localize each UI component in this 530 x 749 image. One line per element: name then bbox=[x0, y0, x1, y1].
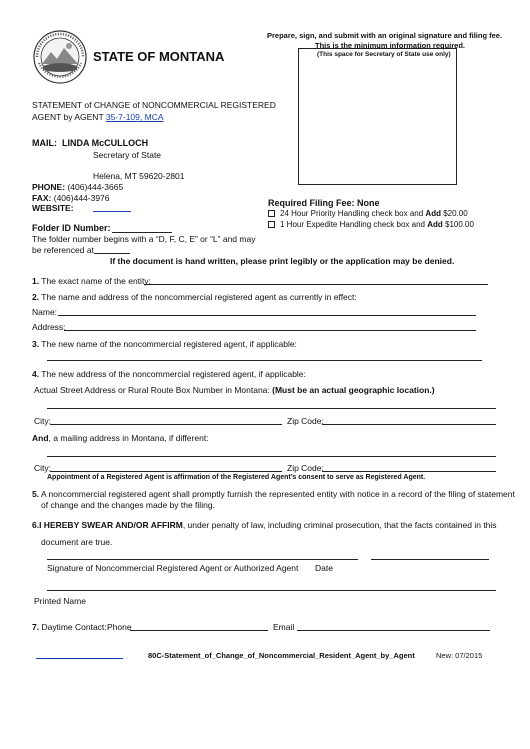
mailing-city-label: City: bbox=[34, 463, 51, 473]
item-4-text: The new address of the noncommercial registered agent, if applicable: bbox=[39, 369, 306, 379]
printed-name-label: Printed Name bbox=[34, 596, 86, 606]
fax-row bbox=[32, 193, 110, 203]
item-7-label bbox=[32, 622, 107, 632]
fax-value: (406)444-3976 bbox=[53, 193, 110, 203]
folder-note-line-2: be referenced at bbox=[32, 245, 94, 255]
item-5-line-2: of change and the changes made by the filing. bbox=[41, 500, 215, 510]
mail-city-line: Helena, MT 59620-2801 bbox=[93, 171, 185, 181]
zip-input[interactable] bbox=[322, 424, 496, 425]
fax-label: FAX: bbox=[32, 193, 52, 203]
current-name-label: Name: bbox=[32, 307, 58, 317]
fee-option-1-amount: $20.00 bbox=[440, 209, 468, 218]
website-label: WEBSITE: bbox=[32, 203, 74, 213]
fee-option-1-add: Add bbox=[425, 209, 441, 218]
folder-reference-blank bbox=[94, 253, 130, 254]
signature-input[interactable] bbox=[47, 559, 358, 560]
mailing-address-label bbox=[32, 433, 209, 443]
item-3-text: The new name of the noncommercial registered agent, if applicable: bbox=[39, 339, 297, 349]
expedite-checkbox[interactable] bbox=[268, 221, 275, 228]
item-5-line-1 bbox=[32, 489, 515, 499]
fee-option-2-text: 1 Hour Expedite Handling check box and bbox=[280, 220, 428, 229]
fee-option-1-hour[interactable] bbox=[268, 220, 474, 229]
form-revision: New: 07/2015 bbox=[436, 651, 483, 660]
item-2-label bbox=[32, 292, 357, 302]
mailing-city-input[interactable] bbox=[50, 471, 282, 472]
fee-option-24-hour[interactable] bbox=[268, 209, 468, 218]
mailing-address-input[interactable] bbox=[47, 456, 496, 457]
item-1-label bbox=[32, 276, 151, 286]
filing-fee-title: Required Filing Fee: None bbox=[268, 198, 380, 208]
folder-id-input[interactable] bbox=[112, 232, 172, 233]
mailing-zip-input[interactable] bbox=[322, 471, 496, 472]
statement-prefix: AGENT by AGENT bbox=[32, 112, 106, 122]
item-4-number: 4. bbox=[32, 369, 40, 379]
item-5-number: 5. bbox=[32, 489, 40, 499]
fee-option-2-add: Add bbox=[427, 220, 443, 229]
current-agent-address-input[interactable] bbox=[64, 330, 476, 331]
current-agent-name-input[interactable] bbox=[58, 315, 476, 316]
contact-email-input[interactable] bbox=[297, 630, 490, 631]
city-input[interactable] bbox=[50, 424, 282, 425]
state-title: STATE OF MONTANA bbox=[93, 49, 225, 64]
folder-id-label: Folder ID Number: bbox=[32, 223, 111, 233]
appointment-note: Appointment of a Registered Agent is affirmation of the Registered Agent’s consent to serve as Registered Agent. bbox=[47, 474, 426, 481]
instruction-line-1: Prepare, sign, and submit with an original signature and filing fee. bbox=[267, 31, 503, 40]
phone-value: (406)444-3665 bbox=[67, 182, 124, 192]
priority-checkbox[interactable] bbox=[268, 210, 275, 217]
item-7-number: 7. bbox=[32, 622, 40, 632]
mail-block bbox=[32, 138, 148, 148]
item-1-text: The exact name of the entity: bbox=[39, 276, 151, 286]
date-input[interactable] bbox=[371, 559, 489, 560]
mail-label: MAIL: bbox=[32, 138, 57, 148]
item-4-label bbox=[32, 369, 306, 379]
statement-title-line-2 bbox=[32, 112, 164, 122]
item-3-label bbox=[32, 339, 297, 349]
mailing-and: And bbox=[32, 433, 49, 443]
item-2-text: The name and address of the noncommercial registered agent as currently in effect: bbox=[39, 292, 357, 302]
street-address-input[interactable] bbox=[47, 408, 496, 409]
form-id: 80C-Statement_of_Change_of_Noncommercial_Resident_Agent_by_Agent bbox=[148, 651, 415, 660]
contact-phone-input[interactable] bbox=[130, 630, 268, 631]
phone-label: PHONE: bbox=[32, 182, 66, 192]
street-address-requirement: (Must be an actual geographic location.) bbox=[272, 385, 435, 395]
entity-name-input[interactable] bbox=[144, 284, 488, 285]
item-2-number: 2. bbox=[32, 292, 40, 302]
item-6-affirm: 6.I HEREBY SWEAR AND/OR AFFIRM bbox=[32, 520, 183, 530]
printed-name-input[interactable] bbox=[47, 590, 496, 591]
handwritten-notice: If the document is hand written, please print legibly or the application may be denied. bbox=[110, 256, 455, 266]
current-address-label: Address: bbox=[32, 322, 66, 332]
signature-label: Signature of Noncommercial Registered Agent or Authorized Agent bbox=[47, 563, 299, 573]
contact-phone-label: Phone bbox=[107, 622, 132, 632]
fee-option-1-text: 24 Hour Priority Handling check box and bbox=[280, 209, 426, 218]
mailing-text: , a mailing address in Montana, if different: bbox=[48, 433, 209, 443]
secretary-of-state-use-box bbox=[298, 48, 457, 185]
website-link-field[interactable] bbox=[93, 211, 131, 212]
state-seal-logo bbox=[33, 30, 87, 84]
secretary-title: Secretary of State bbox=[93, 150, 162, 160]
sos-box-label: (This space for Secretary of State use only) bbox=[317, 51, 451, 58]
street-address-text: Actual Street Address or Rural Route Box Number in Montana: bbox=[34, 385, 273, 395]
mail-name: LINDA McCULLOCH bbox=[62, 138, 149, 148]
phone-row bbox=[32, 182, 123, 192]
item-7-text: Daytime Contact: bbox=[39, 622, 107, 632]
item-1-number: 1. bbox=[32, 276, 40, 286]
mailing-zip-label: Zip Code: bbox=[287, 463, 324, 473]
item-6-line-1 bbox=[32, 520, 497, 530]
item-3-number: 3. bbox=[32, 339, 40, 349]
zip-label: Zip Code: bbox=[287, 416, 324, 426]
item-6-line-2: document are true. bbox=[41, 537, 113, 547]
statute-link[interactable]: 35-7-109, MCA bbox=[105, 112, 164, 122]
instruction-line-2: This is the minimum information required. bbox=[315, 41, 466, 50]
item-6-text: , under penalty of law, including criminal prosecution, that the facts contained in this bbox=[182, 520, 497, 530]
footer-link-line bbox=[36, 658, 123, 659]
new-agent-name-input[interactable] bbox=[47, 360, 482, 361]
fee-option-2-amount: $100.00 bbox=[442, 220, 474, 229]
item-5-text: A noncommercial registered agent shall promptly furnish the represented entity with notice in a record of the filing of statement bbox=[39, 489, 515, 499]
date-label: Date bbox=[315, 563, 333, 573]
folder-note-line-1: The folder number begins with a “D, F, C, E” or “L” and may bbox=[32, 234, 256, 244]
city-label: City: bbox=[34, 416, 51, 426]
street-address-label bbox=[34, 385, 435, 395]
contact-email-label: Email bbox=[273, 622, 295, 632]
statement-title-line-1: STATEMENT of CHANGE of NONCOMMERCIAL REGISTERED bbox=[32, 100, 276, 110]
